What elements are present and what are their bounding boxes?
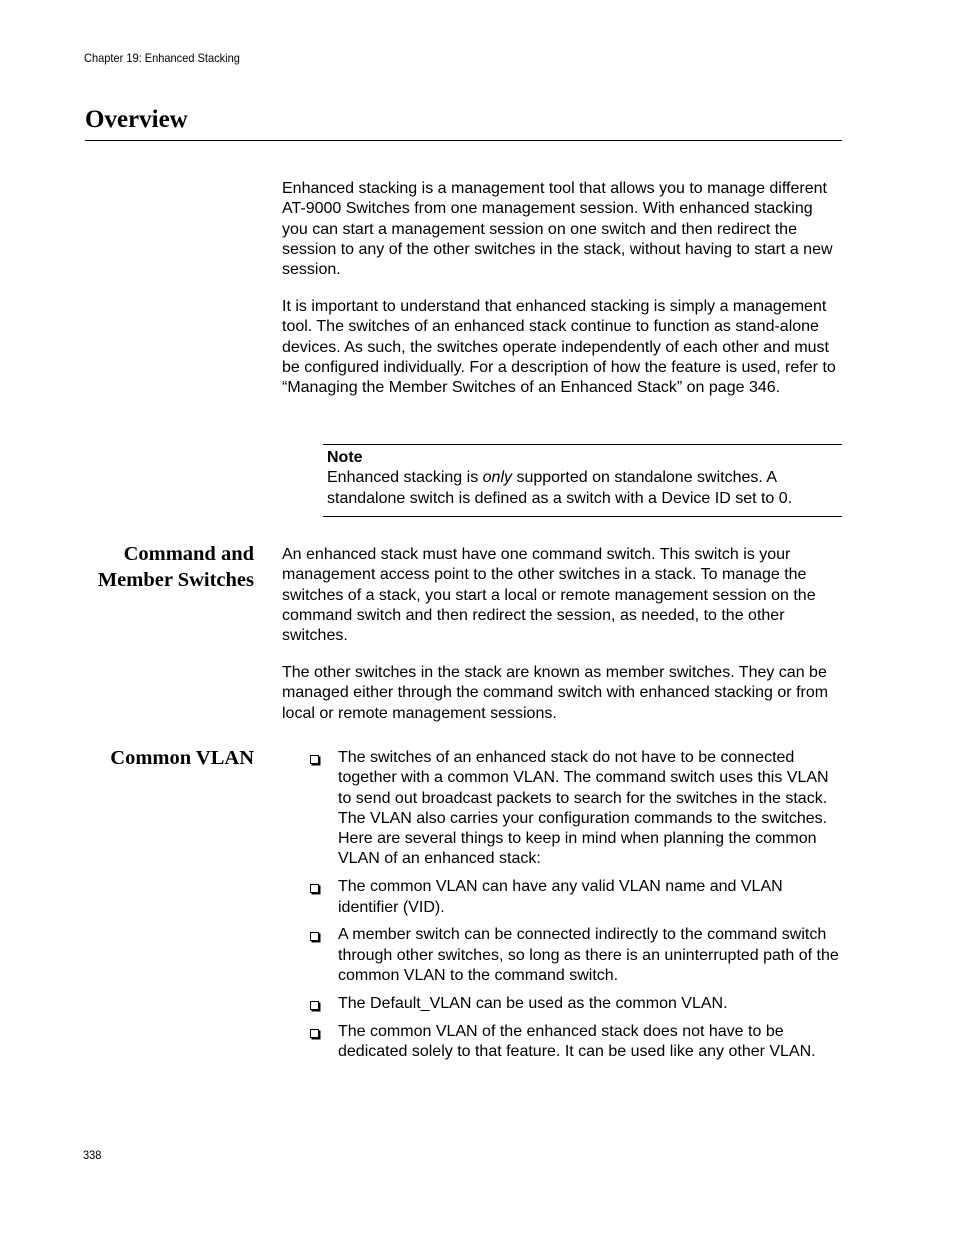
list-item: [310, 925, 842, 986]
page-number: 338: [83, 1148, 102, 1162]
box-bullet-icon: [310, 884, 319, 893]
list-item: [310, 748, 842, 870]
list-item: [310, 877, 842, 918]
title-rule: [85, 140, 842, 141]
common-vlan-list: [310, 748, 842, 1070]
section-title-command-member: [98, 541, 254, 593]
note-box: [323, 444, 842, 517]
box-bullet-icon: [310, 755, 319, 764]
box-bullet-icon: [310, 1029, 319, 1038]
section-title-common-vlan: Common VLAN: [110, 747, 254, 769]
overview-paragraph-2: It is important to understand that enhanced stacking is simply a management tool. The switches of an enhanced stack continue to function as stand-alone devices. As such, the switches operate independently of each other and must be configured individually. For a description of how the feature is used, refer to “Managing the Member Switches of an Enhanced Stack” on page 346.: [282, 298, 836, 397]
box-bullet-icon: [310, 932, 319, 941]
list-item-text: A member switch can be connected indirectly to the command switch through other switches, so long as there is an uninterrupted path of the common VLAN to the command switch.: [338, 926, 839, 984]
box-bullet-icon: [310, 1001, 319, 1010]
section-title-line-2: Member Switches: [97, 569, 254, 591]
section-title-line-1: Command and: [123, 543, 254, 565]
list-item: [310, 994, 842, 1014]
running-header: Chapter 19: Enhanced Stacking: [84, 51, 240, 65]
command-paragraph-1: An enhanced stack must have one command switch. This switch is your management access point to the other switches in a stack. To manage the switches of a stack, you start a local or remote management session on the command switch and then redirect the session, as needed, to the other switches.: [282, 546, 816, 645]
note-text-emphasis: only: [482, 469, 513, 487]
note-text-before: Enhanced stacking is: [327, 469, 483, 487]
section-title-overview: Overview: [85, 106, 188, 133]
list-item-text: The Default_VLAN can be used as the common VLAN.: [338, 994, 728, 1012]
list-item-text: The switches of an enhanced stack do not have to be connected together with a common VLAN. The command switch uses this VLAN to send out broadcast packets to search for the switches in the stack. The VLAN also carries your configuration commands to the switches. Here are several things to keep in mind when planning the common VLAN of an enhanced stack:: [338, 749, 829, 868]
overview-paragraph-1: Enhanced stacking is a management tool that allows you to manage different AT-9000 Switches from one management session. With enhanced stacking you can start a management session on one switch and then redirect the session to any of the other switches in the stack, without having to start a new session.: [282, 180, 833, 279]
note-text-after: supported on standalone switches. A standalone switch is defined as a switch with a Device ID set to 0.: [327, 469, 793, 507]
list-item: [310, 1022, 842, 1063]
note-label: Note: [327, 449, 363, 466]
list-item-text: The common VLAN of the enhanced stack does not have to be dedicated solely to that feature. It can be used like any other VLAN.: [338, 1022, 816, 1060]
command-paragraph-2: The other switches in the stack are known as member switches. They can be managed either through the command switch with enhanced stacking or from local or remote management sessions.: [282, 664, 829, 722]
list-item-text: The common VLAN can have any valid VLAN name and VLAN identifier (VID).: [338, 878, 783, 916]
